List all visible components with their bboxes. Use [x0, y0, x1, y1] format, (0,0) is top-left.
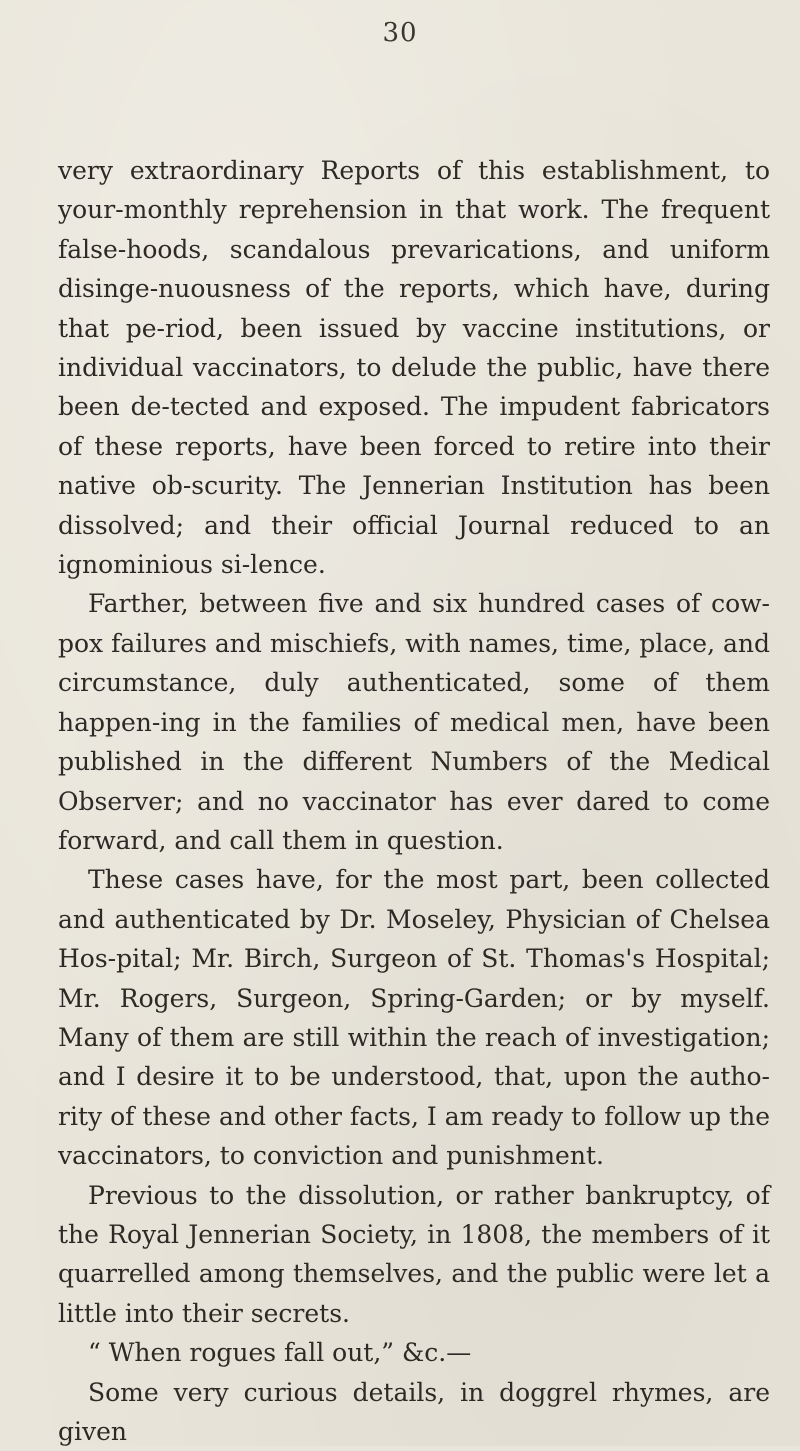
paragraph-2: Farther, between five and six hundred cases of cow-pox failures and mischiefs, with names, time, place, and circumstance, duly authenticated, some of them happen-ing in the families of medical men, have been published in the different Numbers of the Medical Observer; and no vaccinator has ever dared to come forward, and call them in question. [58, 589, 770, 855]
paragraph-3: These cases have, for the most part, been collected and authenticated by Dr. Moseley, Physician of Chelsea Hos-pital; Mr. Birch, Surgeon of St. Thomas's Hospital; Mr. Rogers, Surgeon, Spring-Garden; or by myself. Many of them are still within the reach of investigation; and I desire it to be understood, that, upon the autho-rity of these and other facts, I am ready to follow up the vaccinators, to conviction and punishment. [58, 865, 770, 1171]
paragraph-6: Some very curious details, in doggrel rhymes, are given [58, 1377, 770, 1446]
paragraph-1: very extraordinary Reports of this establishment, to your-monthly reprehension in that work. The frequent false-hoods, scandalous prevarications, and uniform disinge-nuousness of the reports, which have, during that pe-riod, been issued by vaccine institutions, or individual vaccinators, to delude the public, have there been de-tected and exposed. The impudent fabricators of these reports, have been forced to retire into their native ob-scurity. The Jennerian Institution has been dissolved; and their official Journal reduced to an ignominious si-lence. [58, 156, 770, 580]
paragraph-5: “ When rogues fall out,” &c.— [88, 1338, 472, 1368]
body-text [58, 152, 770, 1451]
page-number: 30 [382, 18, 418, 48]
paragraph-4: Previous to the dissolution, or rather bankruptcy, of the Royal Jennerian Society, in 1808, the members of it quarrelled among themselves, and the public were let a little into their secrets. [58, 1180, 770, 1328]
